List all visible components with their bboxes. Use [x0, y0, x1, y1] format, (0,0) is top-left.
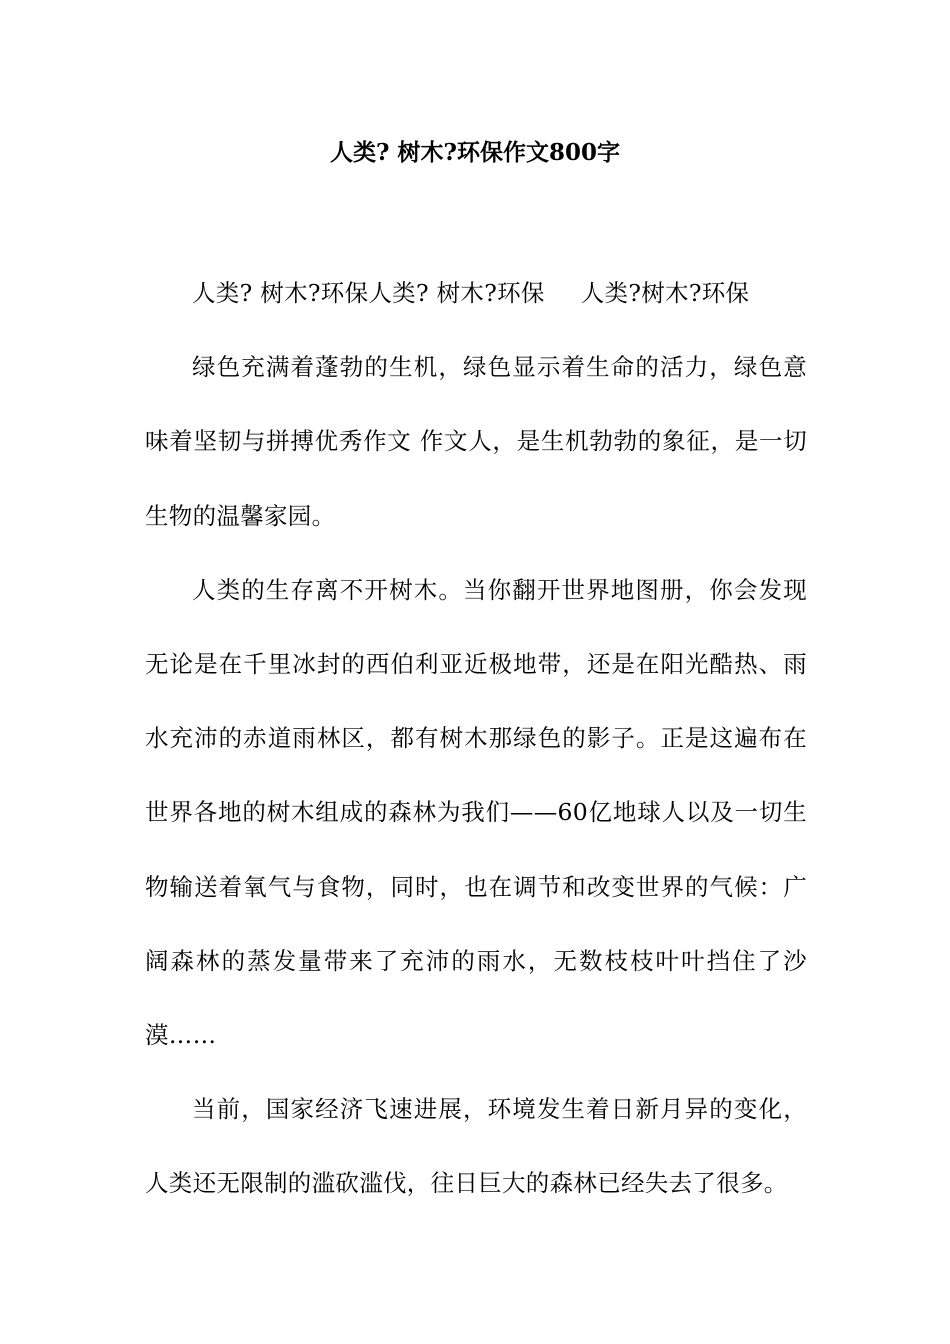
- subtitle-part-1: 人类? 树木?环保人类? 树木?环保: [192, 279, 545, 307]
- paragraph-2: 人类的生存离不开树木。当你翻开世界地图册，你会发现无论是在千里冰封的西伯利亚近极地带，还是在阳光酷热、雨水充沛的赤道雨林区，都有树木那绿色的影子。正是这遍布在世界各地的树木组成的森林为我们——60亿地球人以及一切生物输送着氧气与食物，同时，也在调节和改变世界的气候：广阔森林的蒸发量带来了充沛的雨水，无数枝枝叶叶挡住了沙漠……: [145, 575, 807, 1050]
- subtitle-part-2: 人类?树木?环保: [580, 279, 750, 307]
- paragraph-1: 绿色充满着蓬勃的生机，绿色显示着生命的活力，绿色意味着坚韧与拼搏优秀作文 作文人，是生机勃勃的象征，是一切生物的温馨家园。: [145, 353, 807, 530]
- document-body: [145, 256, 807, 1221]
- paragraph-3: 当前，国家经济飞速进展，环境发生着日新月异的变化，人类还无限制的滥砍滥伐，往日巨大的森林已经失去了很多。: [145, 1095, 807, 1198]
- document-title: 人类? 树木?环保作文800字: [330, 139, 620, 166]
- subtitle-line: [145, 256, 807, 330]
